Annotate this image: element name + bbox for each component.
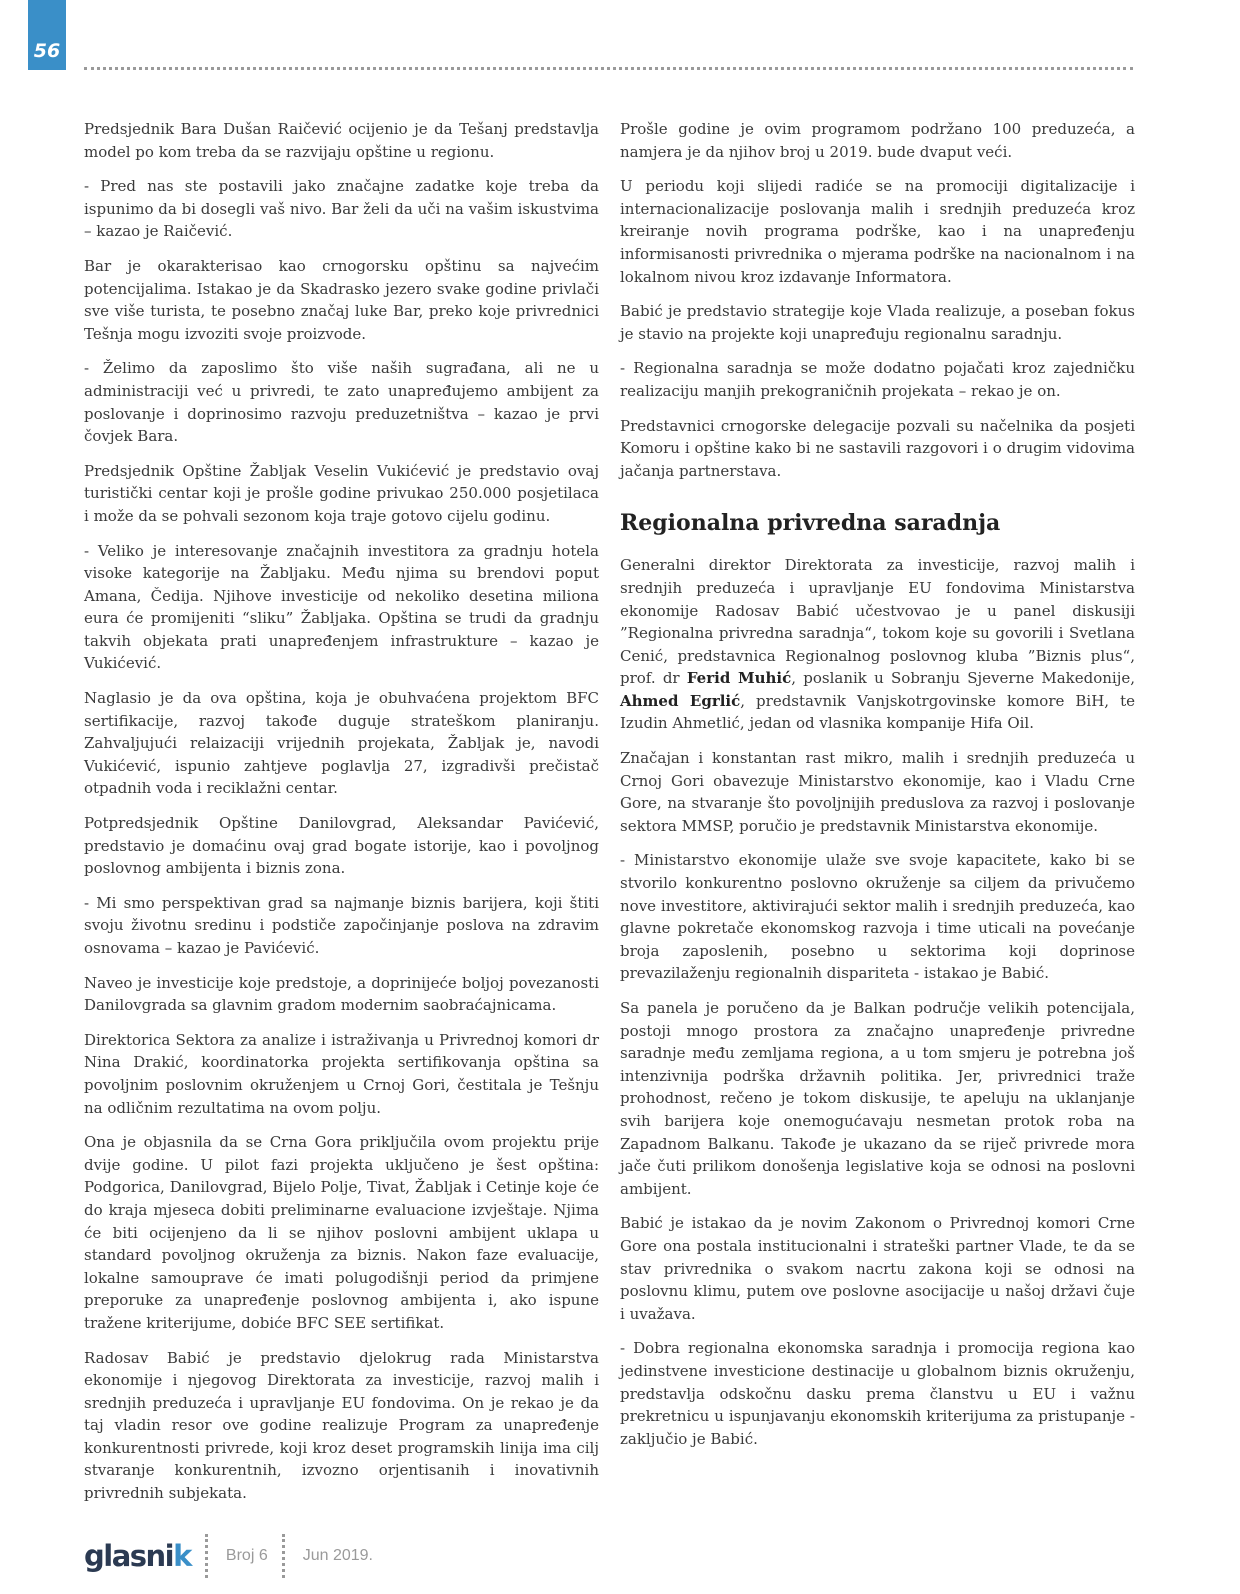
paragraph: Naveo je investicije koje predstoje, a doprinijeće boljoj povezanosti Danilovgrada sa glavnim gradom modernim saobraćajnicama. [84, 973, 599, 1015]
top-dotted-rule [84, 67, 1133, 70]
paragraph: Predsjednik Opštine Žabljak Veselin Vukićević je predstavio ovaj turistički centar koji je prošle godine privukao 250.000 posjetilaca i može da se pohvali sezonom koja traje gotovo cijelu godinu. [84, 461, 599, 525]
panel-text-3: , predstavnik Vanjskotrgovinske komore BiH, te Izudin Ahmetlić, jedan od vlasnika kompanije Hifa Oil. [620, 691, 1135, 733]
paragraph: Prošle godine je ovim programom podržano 100 preduzeća, a namjera je da njihov broj u 2019. bude dvaput veći. [620, 120, 1135, 161]
issue-date: Jun 2019. [302, 1547, 373, 1564]
speaker-name-ferid-muhic: Ferid Muhić [686, 669, 792, 688]
panel-paragraph [620, 554, 1135, 735]
section-heading: Regionalna privredna saradnja [620, 510, 1001, 537]
paragraph: Ona je objasnila da se Crna Gora priključila ovom projektu prije dvije godine. U pilot fazi projekta uključeno je šest opština: Podgorica, Danilovgrad, Bijelo Polje, Tivat, Žabljak i Cetinje koje će do kraja mjeseca dobiti preliminarne evaluacione izvještaje. Njima će biti ocijenjeno da li se njihov poslovni ambijent uklapa u standard povoljnog okruženja za biznis. Nakon faze evaluacije, lokalne samouprave će imati polugodišnji period da primjene preporuke za unapređenje poslovnog ambijenta i, ako ispune tražene kriterijume, dobiće BFC SEE sertifikat. [84, 1133, 599, 1332]
paragraph: Predsjednik Bara Dušan Raičević ocijenio je da Tešanj predstavlja model po kom treba da se razvijaju opštine u regionu. [84, 120, 599, 161]
paragraph: - Mi smo perspektivan grad sa najmanje biznis barijera, koji štiti svoju životnu sredinu i podstiče započinjanje poslova na zdravim osnovama – kazao je Pavićević. [84, 893, 599, 957]
page-footer [84, 1532, 373, 1580]
paragraph: Potpredsjednik Opštine Danilovgrad, Aleksandar Pavićević, predstavio je domaćinu ovaj grad bogate istorije, kao i povoljnog poslovnog ambijenta i biznis zona. [84, 814, 599, 878]
paragraph: Radosav Babić je predstavio djelokrug rada Ministarstva ekonomije i njegovog Direktorata za investicije, razvoj malih i srednjih preduzeća i upravljanje EU fondovima. On je rekao je da taj vladin resor ove godine realizuje Program za unapređenje konkurentnosti privrede, koji kroz deset programskih linija ima cilj stvaranje konkurentnih, izvozno orjentisanih i inovativnih privrednih subjekata. [84, 1348, 599, 1503]
page-number: 56 [33, 40, 61, 62]
paragraph: Značajan i konstantan rast mikro, malih i srednjih preduzeća u Crnoj Gori obavezuje Ministarstvo ekonomije, kao i Vladu Crne Gore, na stvaranje što povoljnijih preduslova za razvoj i poslovanje sektora MMSP, poručio je predstavnik Ministarstva ekonomije. [620, 749, 1135, 835]
page-number-tab [28, 0, 66, 70]
paragraph: - Dobra regionalna ekonomska saradnja i promocija regiona kao jedinstvene investicione destinacije u globalnom biznis okruženju, predstavlja odskočnu dasku prema članstvu u EU i važnu prekretnicu u ispunjavanju ekonomskih kriterijuma za pristupanje - zaključio je Babić. [620, 1339, 1135, 1448]
paragraph: Babić je istakao da je novim Zakonom o Privrednoj komori Crne Gore ona postala institucionalni i strateški partner Vlade, te da se stav privrednika o svakom nacrtu zakona koji se odnosi na poslovnu klimu, putem ove poslovne asocijacije u našoj državi čuje i uvažava. [620, 1214, 1135, 1323]
right-column [620, 118, 1135, 1462]
logo-accent-letter: k [173, 1539, 191, 1573]
paragraph: - Regionalna saradnja se može dodatno pojačati kroz zajedničku realizaciju manjih prekograničnih projekata – rekao je on. [620, 359, 1135, 400]
left-column [84, 118, 599, 1517]
paragraph: - Želimo da zaposlimo što više naših sugrađana, ali ne u administraciji već u privredi, te zato unapređujemo ambijent za poslovanje i doprinosimo razvoju preduzetništva – kazao je prvi čovjek Bara. [84, 359, 599, 446]
paragraph: - Ministarstvo ekonomije ulaže sve svoje kapacitete, kako bi se stvorilo konkurentno poslovno okruženje sa ciljem da privučemo nove investitore, aktivirajući sektor malih i srednjih preduzeća, kao glavne pokretače ekonomskog razvoja i time uticali na povećanje broja zaposlenih, posebno u sektorima koji doprinose prevazilaženju regionalnih dispariteta - istakao je Babić. [620, 851, 1135, 983]
panel-text-1: Generalni direktor Direktorata za investicije, razvoj malih i srednjih preduzeća i upravljanje EU fondovima Ministarstva ekonomije Radosav Babić učestvovao je u panel diskusiji ”Regionalna privredna saradnja“, tokom koje su govorili i Svetlana Cenić, predstavnica Regionalnog poslovnog kluba ”Biznis plus“, prof. dr [620, 556, 1135, 688]
paragraph: Sa panela je poručeno da je Balkan područje velikih potencijala, postoji mnogo prostora za značajno unapređenje privredne saradnje među zemljama regiona, a u tom smjeru je potrebna još intenzivnija podrška državnih politika. Jer, privrednici traže prohodnost, rečeno je tokom diskusije, te apeluju na uklanjanje svih barijera koje onemogućavaju nesmetan protok roba na Zapadnom Balkanu. Takođe je ukazano da se riječ privrede mora jače čuti prilikom donošenja legislative koja se odnosi na poslovni ambijent. [620, 999, 1135, 1198]
paragraph: - Pred nas ste postavili jako značajne zadatke koje treba da ispunimo da bi dosegli vaš nivo. Bar želi da uči na vašim iskustvima – kazao je Raičević. [84, 177, 599, 241]
paragraph: U periodu koji slijedi radiće se na promociji digitalizacije i internacionalizacije poslovanja malih i srednjih preduzeća kroz kreiranje novih programa podrške, kao i na unapređenju informisanosti privrednika o mjerama podrške na nacionalnom i na lokalnom nivou kroz izdavanje Informatora. [620, 177, 1135, 286]
paragraph: Bar je okarakterisao kao crnogorsku opštinu sa najvećim potencijalima. Istakao je da Skadrasko jezero svake godine privlači sve više turista, te posebno značaj luke Bar, preko koje privrednici Tešnja mogu izvoziti svoje proizvode. [84, 256, 599, 343]
speaker-name-ahmed-egrlic: Ahmed Egrlić [620, 691, 741, 710]
glasnik-logo [84, 1539, 191, 1573]
paragraph: Naglasio je da ova opština, koja je obuhvaćena projektom BFC sertifikacije, razvoj takođe duguje strateškom planiranju. Zahvaljujući relaizaciji vrijednih projekata, Žabljak je, navodi Vukićević, ispunio zahtjeve poglavlja 27, izgradivši prečistač otpadnih voda i reciklažni centar. [84, 689, 599, 798]
paragraph: Babić je predstavio strategije koje Vlada realizuje, a poseban fokus je stavio na projekte koji unapređuju regionalnu saradnju. [620, 302, 1135, 343]
footer-separator [282, 1534, 285, 1578]
issue-number: Broj 6 [225, 1547, 268, 1564]
paragraph: - Veliko je interesovanje značajnih investitora za gradnju hotela visoke kategorije na Žabljaku. Među njima su brendovi poput Amana, Čedija. Njihove investicije od nekoliko desetina miliona eura će promijeniti “sliku” Žabljaka. Opština se trudi da gradnju takvih objekata prati unapređenjem infrastrukture – kazao je Vukićević. [84, 541, 599, 673]
logo-text: glasni [84, 1539, 174, 1573]
paragraph: Predstavnici crnogorske delegacije pozvali su načelnika da posjeti Komoru i opštine kako bi ne sastavili razgovori i o drugim vidovima jačanja partnerstava. [620, 416, 1135, 480]
footer-separator [205, 1534, 208, 1578]
panel-text-2: , poslanik u Sobranju Sjeverne Makedonije, [791, 669, 1135, 688]
paragraph: Direktorica Sektora za analize i istraživanja u Privrednoj komori dr Nina Drakić, koordinatorka projekta sertifikovanja opština sa povoljnim poslovnim okruženjem u Crnoj Gori, čestitala je Tešnju na odličnim rezultatima na ovom polju. [84, 1030, 599, 1117]
